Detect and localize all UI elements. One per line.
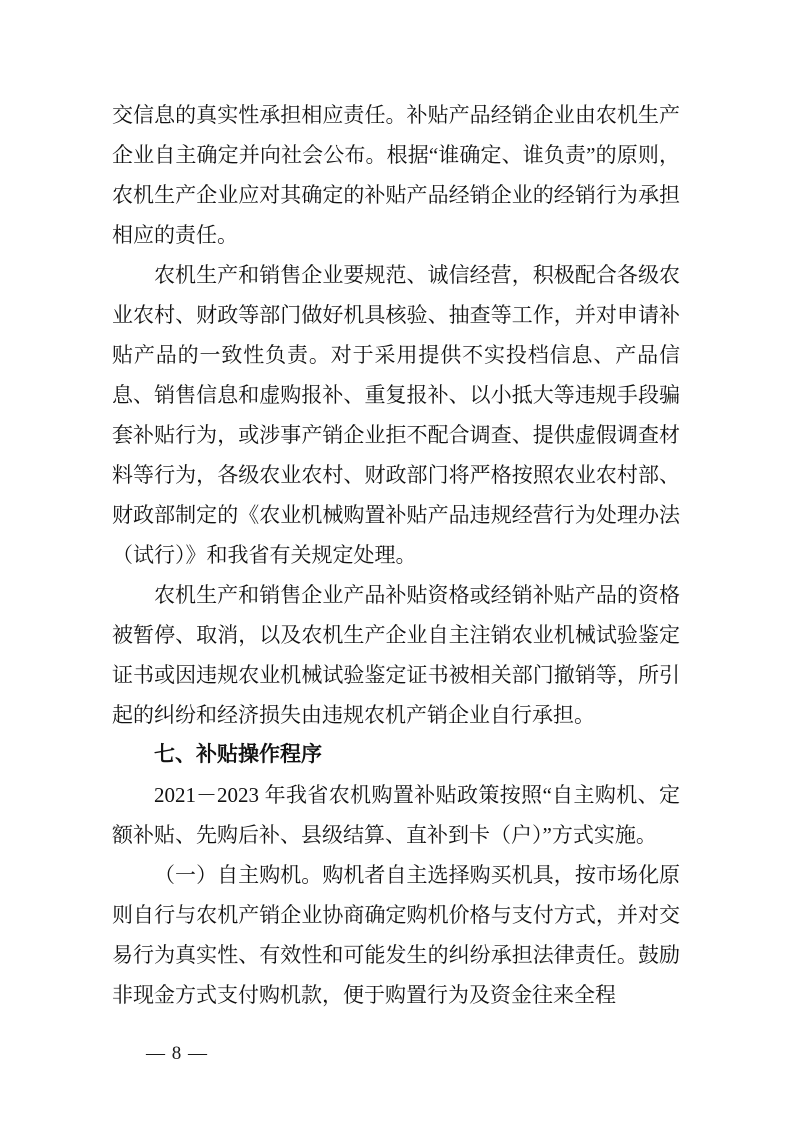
page-number: — 8 — (146, 1043, 208, 1064)
paragraph-continuation: 交信息的真实性承担相应责任。补贴产品经销企业由农机生产企业自主确定并向社会公布。根据“谁确定、谁负责”的原则，农机生产企业应对其确定的补贴产品经销企业的经销行为承担相应的责任。 (112, 103, 680, 247)
document-body (112, 95, 680, 1015)
paragraph-text: 购机者自主选择购买机具，按市场化原则自行与农机产销企业协商确定购机价格与支付方式，并对交易行为真实性、有效性和可能发生的纠纷承担法律责任。鼓励非现金方式支付购机款，便于购置行为及资金往来全程 (112, 863, 681, 1007)
paragraph: 农机生产和销售企业产品补贴资格或经销补贴产品的资格被暂停、取消，以及农机生产企业自主注销农业机械试验鉴定证书或因违规农业机械试验鉴定证书被相关部门撤销等，所引起的纠纷和经济损失由违规农机产销企业自行承担。 (112, 583, 680, 727)
section-heading: 七、补贴操作程序 (154, 743, 322, 766)
paragraph: 农机生产和销售企业要规范、诚信经营，积极配合各级农业农村、财政等部门做好机具核验、抽查等工作，并对申请补贴产品的一致性负责。对于采用提供不实投档信息、产品信息、销售信息和虚购报补、重复报补、以小抵大等违规手段骗套补贴行为，或涉事产销企业拒不配合调查、提供虚假调查材料等行为，各级农业农村、财政部门将严格按照农业农村部、财政部制定的《农业机械购置补贴产品违规经营行为处理办法（试行）》和我省有关规定处理。 (112, 263, 680, 567)
paragraph (112, 855, 680, 1015)
paragraph: 2021－2023 年我省农机购置补贴政策按照“自主购机、定额补贴、先购后补、县级结算、直补到卡（户）”方式实施。 (112, 783, 680, 847)
list-item-lead: （一）自主购机。 (154, 863, 323, 887)
